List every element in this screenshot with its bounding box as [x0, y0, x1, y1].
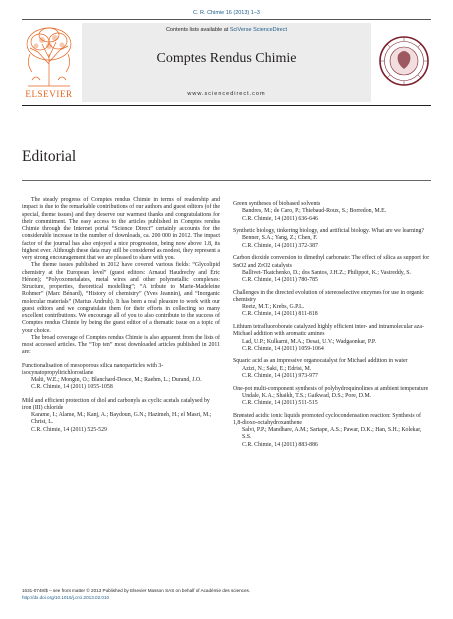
reference-title: Mild and efficient protection of diol and carbonyls as cyclic acetals catalysed by iron (III) chloride — [22, 397, 210, 411]
reference-title: Carbon dioxide conversion to dimethyl carbonate: The effect of silica as support for SnO2 and ZrO2 catalysts — [233, 255, 430, 269]
doi-link[interactable]: http://dx.doi.org/10.1016/j.crci.2013.02.010 — [22, 595, 110, 600]
reference-item — [233, 413, 431, 449]
reference-item — [233, 358, 431, 380]
reference-title: Functionalisation of mesoporous silica nanoparticles with 3-isocynatopropyltrichlorosilane — [22, 362, 164, 376]
elsevier-tree-logo-icon — [22, 24, 76, 88]
article-title: Editorial — [22, 148, 77, 165]
left-column — [22, 197, 220, 434]
reference-authors: Reetz, M.T.; Krebs, G.P.L. — [242, 304, 305, 311]
reference-item — [22, 398, 220, 434]
reference-authors: Benner, S.A.; Yang, Z.; Chen, F. — [242, 235, 318, 242]
page-footer — [22, 587, 250, 601]
running-head: C. R. Chimie 16 (2013) 1–3 — [193, 10, 260, 16]
reference-title: Squaric acid as an impressive organocatalyst for Michael addition in water — [233, 358, 408, 365]
reference-item — [233, 255, 431, 284]
contents-availability-line — [82, 27, 371, 33]
reference-item — [233, 201, 431, 223]
body-paragraph: The broad coverage of Comptes rendus Chimie is also apparent from the lists of most accessed articles. The “Top ten” most downloaded articles published in 2011 are: — [22, 334, 220, 356]
copyright-line: 1631-0748/$ – see front matter © 2013 Published by Elsevier Masson SAS on behalf of Académie des sciences. — [22, 588, 251, 593]
reference-authors: Malti, W.E.; Mongin, O.; Blanchard-Desce, M.; Raehm, L.; Durand, J.O. — [31, 377, 202, 383]
reference-item — [233, 290, 431, 319]
reference-item — [233, 386, 431, 408]
reference-authors: Karame, I.; Alame, M.; Kanj, A.; Baydoun, G.N.; Hazimeh, H.; el Masri, M.; Christ, L. — [31, 412, 212, 426]
header-rule-top — [22, 19, 431, 20]
reference-title: Synthetic biology, tinkering biology, and artificial biology. What are we learning? — [233, 228, 425, 235]
reference-citation: C.R. Chimie, 14 (2011) 883-886 — [242, 441, 318, 448]
reference-citation: C.R. Chimie, 14 (2011) 525-529 — [31, 426, 107, 433]
reference-authors: Bandres, M.; de Caro, P.; Thiebaud-Roux, S.; Borredon, M.E. — [242, 208, 387, 215]
journal-title: Comptes Rendus Chimie — [156, 51, 297, 66]
reference-title: Challenges in the directed evolution of stereoselective enzymes for use in organic chemistry — [233, 289, 424, 303]
body-paragraph: The theme issues published in 2012 have covered various fields: “Glycolipid chemistry at the European level” (guest editors: Arnaud Haudrechy and Éric Hénon); “Polyoxometalates, metal wires and other polymetallic complexes: Structure, properties, theoretical modelling”; “A tribute to Marie-Madeleine Rohmer” (Marc Bénard), “History of chemistry” (Yves Jeannin), and “Inorganic molecular materials” (Marius Andruh). It has been a real pleasure to work with our guest editors and we congratulate them for their efforts in collecting so many excellent contributions. We encourage all of you to also contribute to the success of Comptes rendus Chimie by being the guest editor of a thematic issue on a topic of your choice. — [22, 262, 220, 334]
reference-item — [233, 228, 431, 250]
reference-authors: Lad, U.P.; Kulkarni, M.A.; Desai, U.V.; Wadgaonkar, P.P. — [242, 338, 376, 345]
header-rule-bottom — [22, 105, 431, 106]
reference-authors: Ballivet-Tkatchenko, D.; dos Santos, J.H.Z.; Philippot, K.; Vasireddy, S. — [242, 269, 411, 276]
reference-citation: C.R. Chimie, 14 (2011) 636-646 — [242, 215, 318, 222]
reference-citation: C.R. Chimie, 14 (2011) 780-785 — [242, 277, 318, 284]
body-paragraph: The steady progress of Comptes rendus Chimie in terms of readership and impact is due to the remarkable contributions of our authors and guest editors (of the special, theme issues) and they deserve our warmest thanks and congratulations for their commitment. The easy access to the articles published in Comptes rendus Chimie through the Internet portal “Science Direct” certainly accounts for the considerable increase in the number of downloads, ca. 200 000 in 2012. The impact factor of the journal has also enjoyed a nice progression, being now above 1.8, its highest ever. Although these data may still be considered as modest, they represent a very strong encouragement that we are pleased to share with you. — [22, 197, 220, 261]
reference-authors: Undale, K.A.; Shaikh, T.S.; Gaikwad, D.S.; Pore, D.M. — [242, 392, 372, 399]
contents-prefix: Contents lists available at — [165, 27, 230, 33]
reference-authors: Azizi, N.; Saki, E.; Edrisi, M. — [242, 365, 312, 372]
elsevier-wordmark: ELSEVIER — [25, 89, 73, 99]
reference-authors: Salvi, P.P.; Mandhare, A.M.; Sartape, A.S.; Pawar, D.K.; Han, S.H.; Kolekar, S.S. — [242, 427, 422, 441]
sciencedirect-link[interactable]: SciVerse ScienceDirect — [229, 27, 288, 33]
reference-title: Green syntheses of biobased solvents — [233, 201, 321, 207]
right-column — [233, 201, 431, 454]
reference-citation: C.R. Chimie, 14 (2011) 811-818 — [242, 311, 318, 318]
reference-citation: C.R. Chimie, 14 (2011) 372-387 — [242, 242, 318, 249]
reference-item — [233, 324, 431, 353]
reference-item — [22, 363, 220, 392]
reference-citation: C.R. Chimie, 14 (2011) 1059-1064 — [242, 345, 324, 352]
title-rule — [22, 180, 431, 181]
journal-url[interactable]: www.sciencedirect.com — [187, 91, 266, 97]
reference-citation: C.R. Chimie, 14 (2011) 1055-1058 — [31, 384, 113, 391]
reference-citation: C.R. Chimie, 14 (2011) 511-515 — [242, 400, 318, 407]
reference-title: Lithium tetrafluoroborate catalyzed highly efficient inter- and intramolecular aza-Michael addition with aromatic amines — [233, 324, 424, 338]
academie-seal-icon — [378, 25, 430, 97]
reference-citation: C.R. Chimie, 14 (2011) 973-977 — [242, 372, 318, 379]
reference-title: One-pot multi-component synthesis of polyhydroquinolines at ambient temperature — [233, 385, 429, 392]
reference-title: Brønsted acidic ionic liquids promoted cyclocondensation reaction: Synthesis of 1,8-dioxo-octahydroxanthene — [233, 412, 421, 426]
